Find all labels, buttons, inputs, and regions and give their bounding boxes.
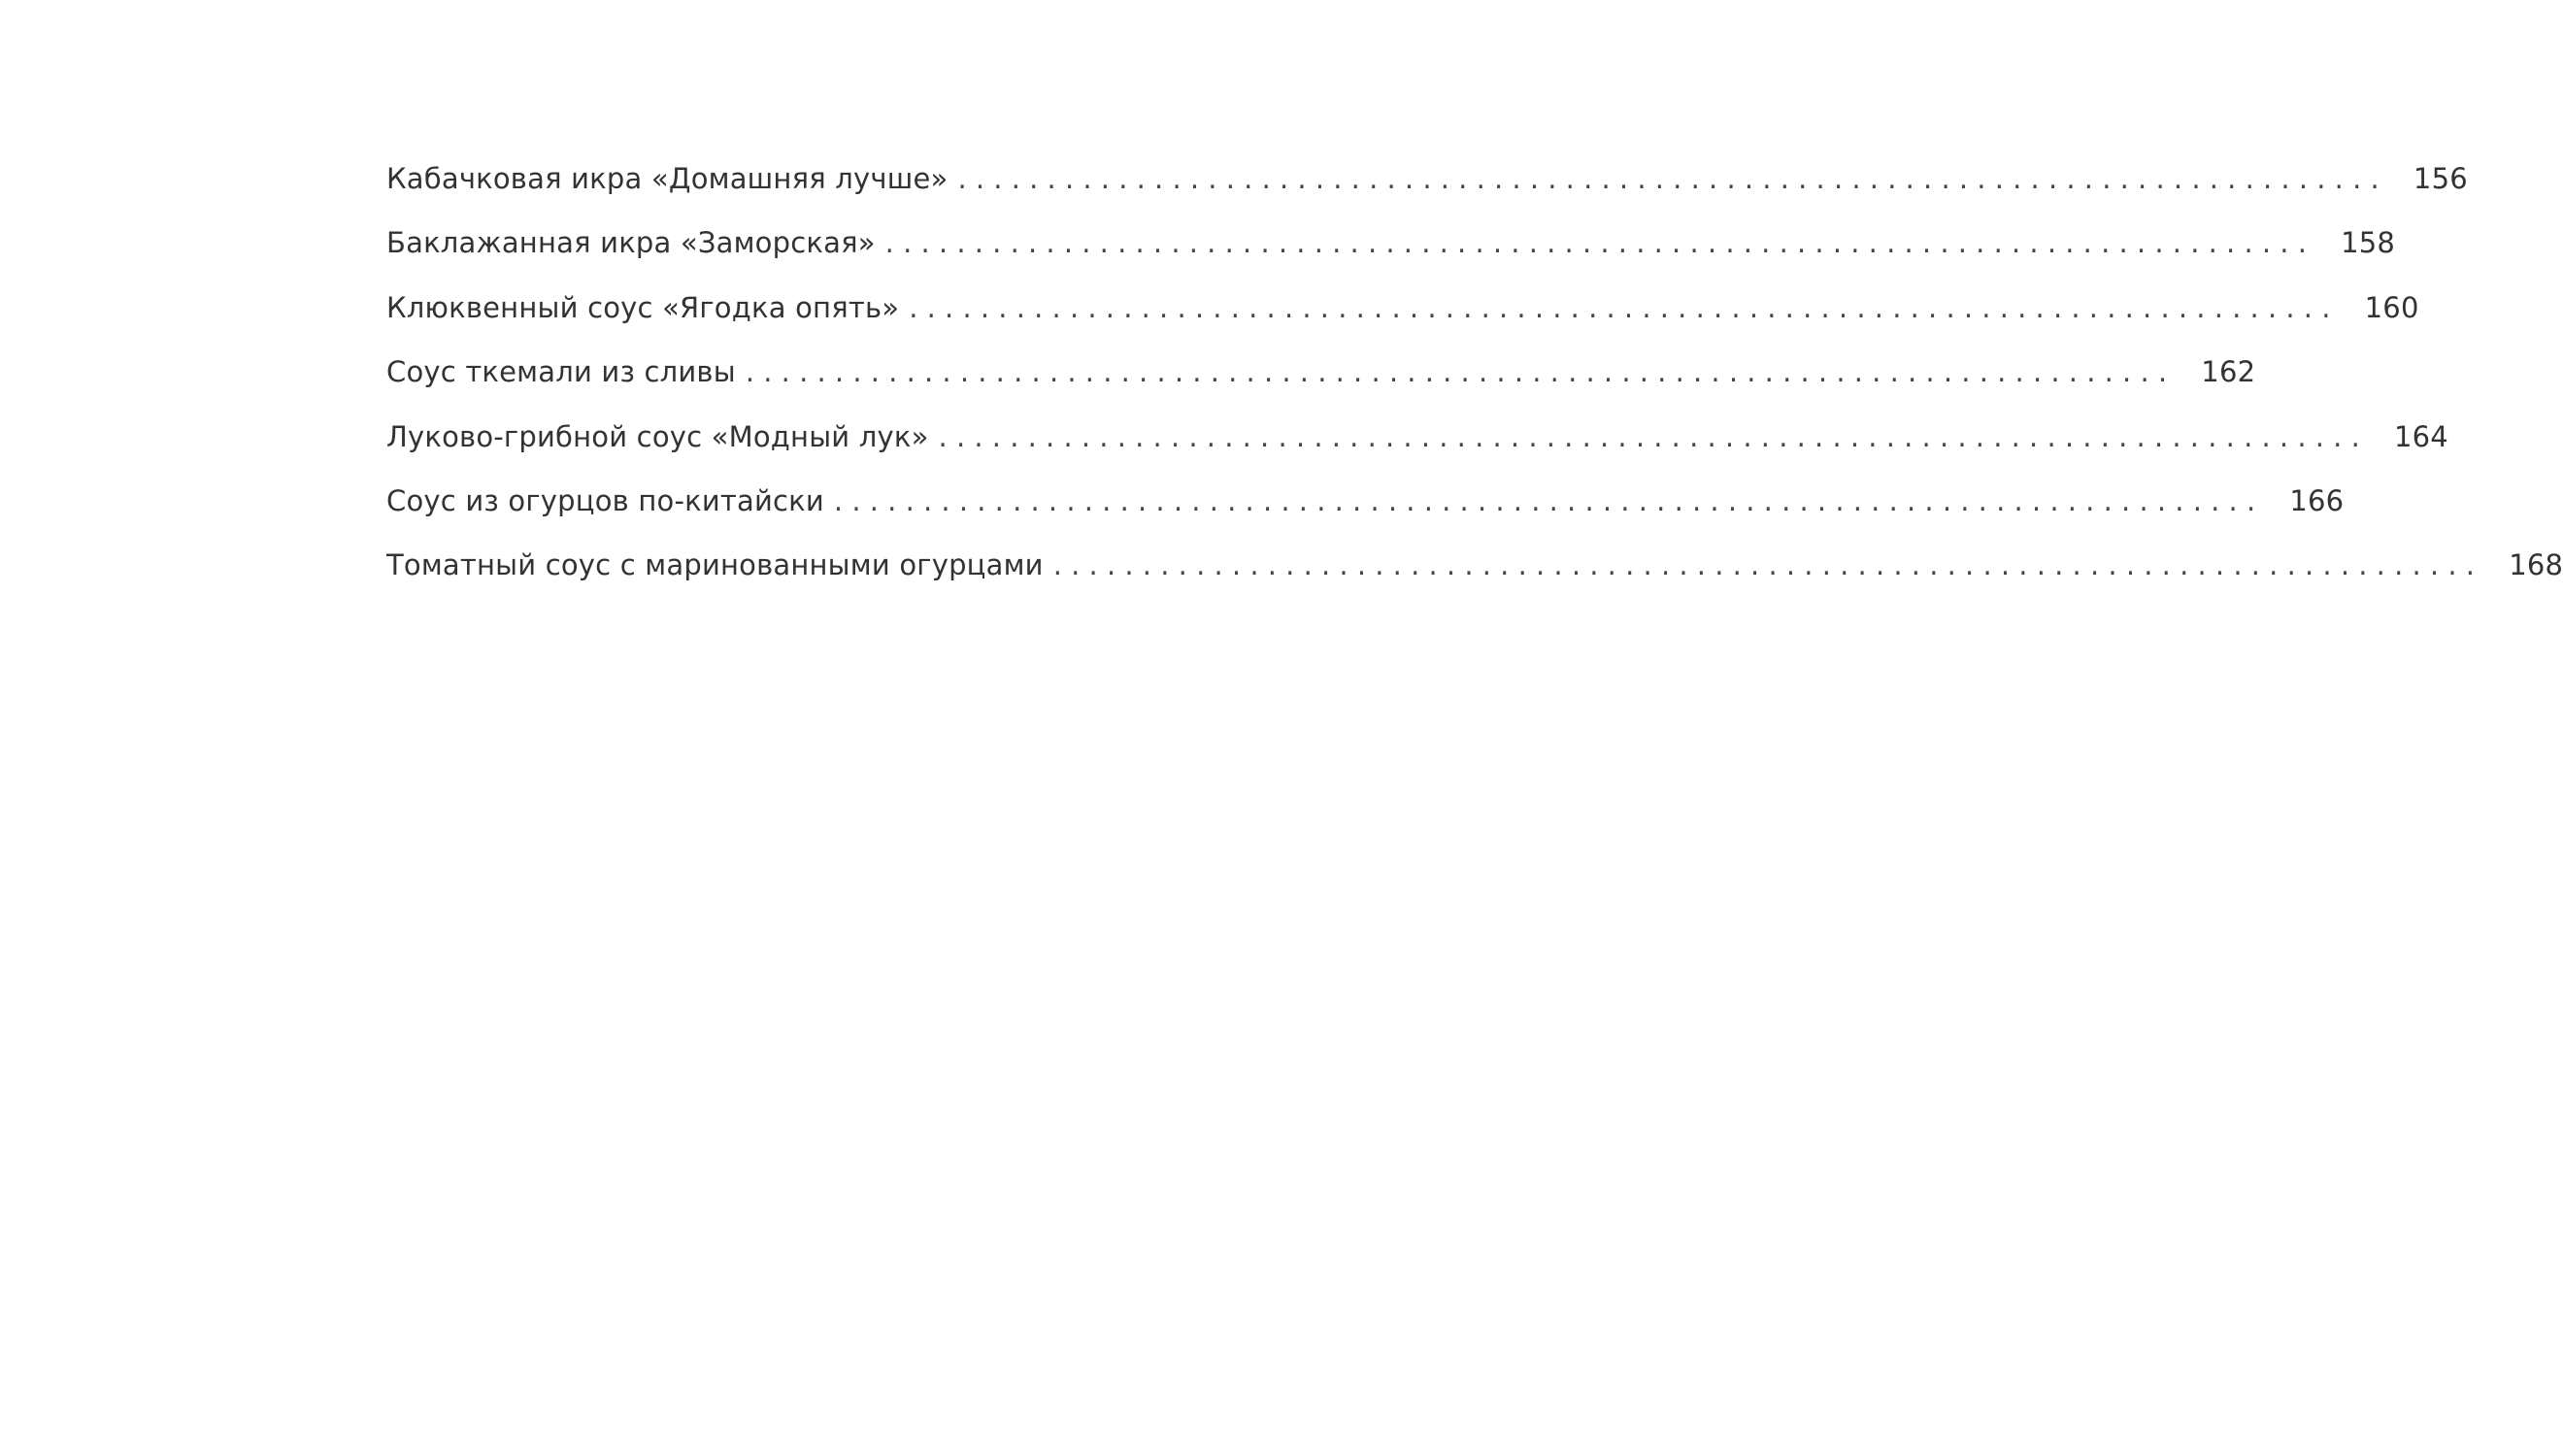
toc-dot-leader: ................................................................................: [884, 226, 2316, 260]
toc-entry-page: 158: [2341, 226, 2396, 260]
toc-entry: [386, 211, 2396, 275]
table-of-contents: [386, 147, 2563, 598]
toc-entry-title: Соус из огурцов по-китайски: [386, 483, 824, 517]
toc-entry-page: 164: [2394, 419, 2448, 453]
toc-entry: [386, 469, 2345, 533]
toc-entry-title: Кабачковая икра «Домашняя лучше»: [386, 162, 949, 195]
toc-entry-title: Луково-грибной соус «Модный лук»: [386, 419, 929, 453]
toc-dot-leader: ................................................................................: [909, 290, 2340, 324]
toc-dot-leader: ................................................................................: [1052, 548, 2484, 582]
toc-entry: [386, 147, 2468, 211]
toc-entry-page: 160: [2364, 290, 2419, 324]
toc-entry-page: 162: [2201, 355, 2256, 389]
toc-entry-page: 166: [2289, 483, 2345, 517]
toc-dot-leader: ................................................................................: [938, 419, 2369, 453]
toc-entry: [386, 405, 2448, 469]
toc-entry-title: Соус ткемали из сливы: [386, 355, 736, 389]
toc-entry-page: 168: [2509, 548, 2563, 582]
toc-entry: [386, 533, 2563, 597]
toc-entry-title: Томатный соус с маринованными огурцами: [386, 548, 1044, 582]
toc-dot-leader: ................................................................................: [957, 162, 2388, 195]
toc-entry: [386, 276, 2419, 340]
toc-dot-leader: ................................................................................: [833, 483, 2265, 517]
toc-dot-leader: ................................................................................: [745, 355, 2177, 389]
toc-entry-title: Баклажанная икра «Заморская»: [386, 226, 876, 260]
toc-entry-page: 156: [2413, 162, 2468, 195]
toc-entry-title: Клюквенный соус «Ягодка опять»: [386, 290, 900, 324]
toc-entry: [386, 340, 2256, 404]
